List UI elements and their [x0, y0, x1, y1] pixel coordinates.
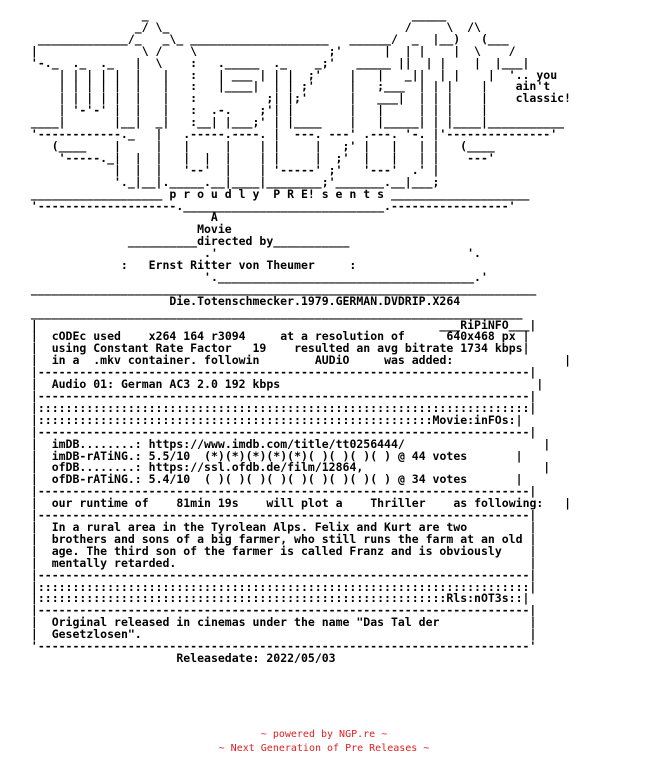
separator-top: _________________________________________________________________________ — [24, 281, 537, 296]
ofdb-votes: @ 34 votes — [397, 472, 468, 487]
audio-track: Audio 01: German AC3 2.0 192 kbps — [51, 377, 281, 392]
ripinfo-header: RiPiNFO — [460, 317, 509, 332]
nfo-content: _ _____ _/ \_ / \ /\ _____________/_ _\_ ____________________ ______/ _ |__) (___ | \ / \ ;' | | | | \ / '-._ ._ ._ | \ : ._____ ._ _;' _____ || | | | |___| | | | | | | | : | ___ | | | ;' | | _|| | | | '.. you | | | | | | | : |____| | | ;' | ;___ | | | | ain't | | | | | | | : ;| |;' | ___| | | | | classic! | '-'-' | | | : .-. ;'| | | | | | | | ____| |__| _| :__| |___;' | |____ | |_____| | |____|___________ '------------._ | .-----.----. | ---. ---' .---. '-. |'---------------' (____ | | | | | | | ;' | | | | (____ '-----._| | | | | | | | | ;' | | | | ---' | | | '--' | | '-----' ;' '---' .' | '._|__|._____.__|____|________;'_______.__|___; ___________________ p r o u d l y P R E! s e n t s ____________________ '--------------------._____________________________.-----------------' A Movie __________directed by___________ .' '. : Ernst Ritter von Theumer : '._____________________________________.' _________________________________________________________________________ Die.Totenschmecker.1979.GERMAN.DVDRIP.X264 _______________________________________________________________________ | ___RiPiNFO___| | cODEc used x264 164 r3094 at a resolution of 640x468 px | | using Constant Rate Factor 19 resulted an avg bitrate 1734 kbps| | in a .mkv container. followin AUDiO was added: | |-----------------------------------------------------------------------| | Audio 01: German AC3 2.0 192 kbps | |-----------------------------------------------------------------------| |:::::::::::::::::::::::::::::::::::::::::::::::::::::::::::::::::::::::| |:::::::::::::::::::::::::::::::::::::::::::::::::::::::::Movie:inFOs:| |-----------------------------------------------------------------------| | imDB........: https://www.imdb.com/title/tt0256444/ | | imDB-rATiNG.: 5.5/10 (*)(*)(*)(*)(*)( )( )( )( ) @ 44 votes | | ofDB........: https://ssl.ofdb.de/film/12864, | | ofDB-rATiNG.: 5.4/10 ( )( )( )( )( )( )( )( )( ) @ 34 votes | |-----------------------------------------------------------------------| | our runtime of 81min 19s will plot a Thriller as following: | |-----------------------------------------------------------------------| | In a rural area in the Tyrolean Alps. Felix and Kurt are two | | brothers and sons of a big farmer, who still runs the farm at an old | | age. The third son of the farmer is called Franz and is obviously | | mentally retarded. | |-----------------------------------------------------------------------| |:::::::::::::::::::::::::::::::::::::::::::::::::::::::::::::::::::::::| |:::::::::::::::::::::::::::::::::::::::::::::::::::::::::::Rls:nOT3s::| |-----------------------------------------------------------------------| | Original released in cinemas under the name "Das Tal der | | Gesetzlosen". | '-----------------------------------------------------------------------' Releasedate: 2022/05/03 — [24, 8, 572, 665]
imdb-votes: @ 44 votes — [397, 448, 468, 463]
footer-powered-by: ~ powered by NGP.re ~ — [260, 729, 388, 740]
ascii-logo-art: _ _____ _/ \_ / \ /\ _____________/_ _\_ ____________________ ______/ _ |__) (___ | \ / \ ;' | | | | \ / '-._ ._ ._ | \ : ._____ ._ _;' _____ || | | | |___| | | | | | | | : | ___ | | | ;' | | _|| | | | '.. you | | | | | | | : |____| | | ;' | ;___ | | | | ain't | | | | | | | : ;| |;' | ___| | | | | classic! | '-'-' | | | : .-. ;'| | | | | | | | ____| |__| _| :__| |___;' | |____ | |_____| | |____|___________ '------------._ | .-----.----. | ---. ---' .---. '-. |'---------------' (____ | | | | | | | ;' | | | | (____ '-----._| | | | | | | | | ;' | | | | ---' | | | '--' | | '-----' ;' '---' .' | '._|__|._____.__|____|________;'_______.__|___; ___________________ p r o u d l y P R E! s e n t s ____________________ '--------------------._____________________________.-----------------' A Movie __________directed by___________ — [30, 8, 571, 249]
imdb-stars: (*)(*)(*)(*)(*)( )( )( )( ) — [204, 448, 391, 463]
plot-line-2: brothers and sons of a big farmer, who still runs the farm at an old — [51, 531, 530, 546]
notes-line-1: Original released in cinemas under the name "Das Tal der — [51, 615, 530, 630]
genre-value: Thriller — [370, 496, 426, 511]
crf-value: 19 — [252, 341, 267, 356]
imdb-rating: 5.5/10 — [148, 448, 191, 463]
movieinfo-header: Movie:inFOs: — [432, 412, 516, 427]
plot-line-1: In a rural area in the Tyrolean Alps. Felix and Kurt are two — [51, 519, 530, 534]
plot-line-3: age. The third son of the farmer is called Franz and is obviously — [51, 543, 530, 558]
imdb-link[interactable]: https://www.imdb.com/title/tt0256444/ — [148, 436, 405, 451]
notes-line-2: Gesetzlosen". — [51, 627, 530, 642]
director-name: Ernst Ritter von Theumer — [148, 258, 315, 273]
codec-value: x264 164 r3094 — [148, 329, 246, 344]
runtime-value: 81min 19s — [176, 496, 239, 511]
ofdb-rating: 5.4/10 — [148, 472, 191, 487]
director-frame-bottom: '._____________________________________.' — [120, 269, 488, 284]
ofdb-link[interactable]: https://ssl.ofdb.de/film/12864, — [148, 460, 364, 475]
director-frame-top: .' '. — [120, 246, 481, 261]
resolution-value: 640x468 px — [446, 329, 516, 344]
bitrate-value: 1734 kbps — [460, 341, 523, 356]
ofdb-stars: ( )( )( )( )( )( )( )( )( ) — [204, 472, 391, 487]
footer-tagline: ~ Next Generation of Pre Releases ~ — [218, 743, 430, 754]
release-date: 2022/05/03 — [266, 650, 336, 665]
plot-line-4: mentally retarded. — [51, 555, 530, 570]
release-date-label: Releasedate: — [176, 650, 260, 665]
release-name: Die.Totenschmecker.1979.GERMAN.DVDRIP.X264 — [169, 293, 461, 308]
separator-bottom: '-----------------------------------------------------------------------' — [24, 639, 537, 654]
rlsnotes-header: Rls:nOT3s: — [446, 591, 516, 606]
